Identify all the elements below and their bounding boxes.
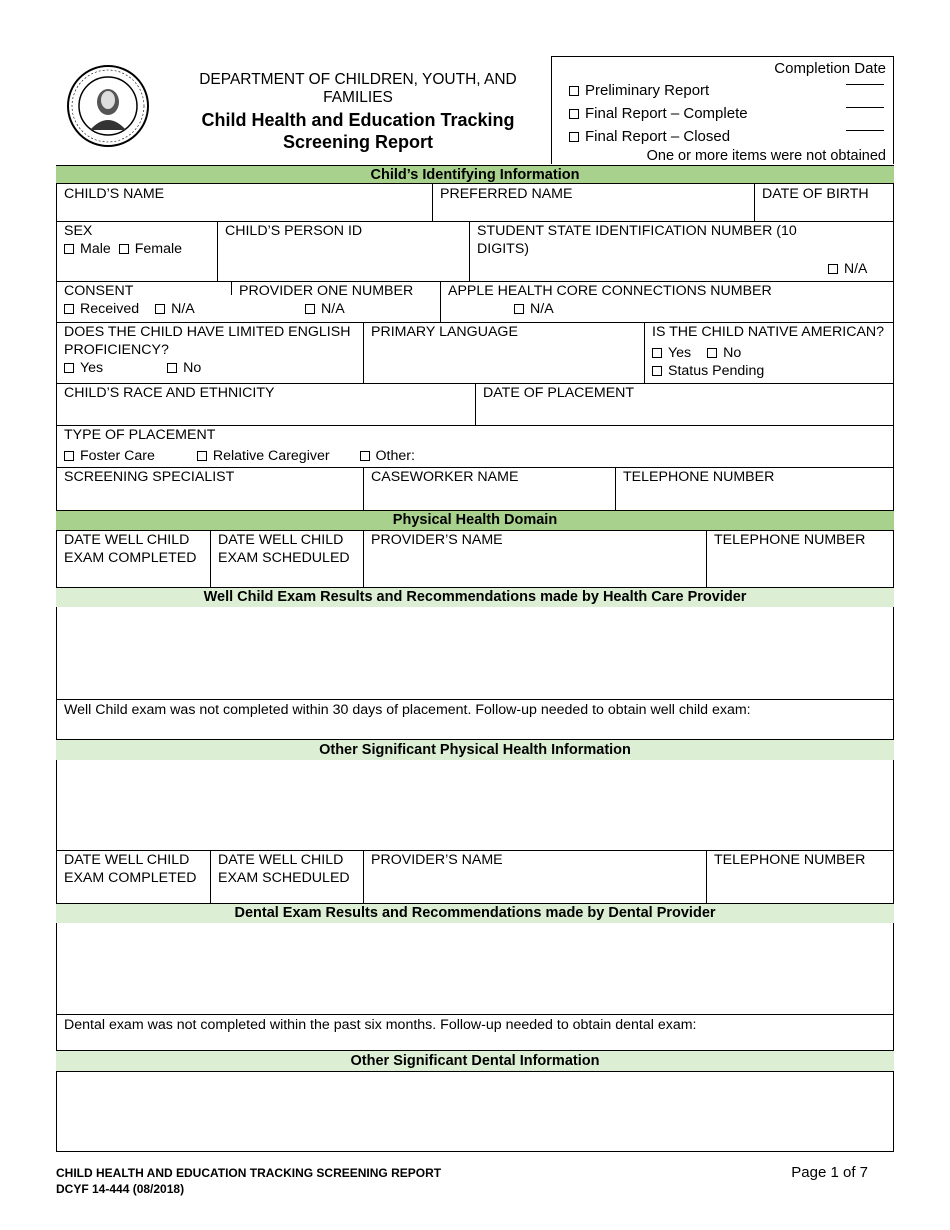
male-checkbox[interactable] [64,244,74,254]
dental-telephone-field[interactable]: TELEPHONE NUMBER [714,852,866,868]
form-title: Child Health and Education Tracking Screening Report [201,110,515,152]
consent-received-checkbox[interactable] [64,304,74,314]
preferred-name-field[interactable]: PREFERRED NAME [440,186,573,202]
female-checkbox[interactable] [119,244,129,254]
physical-health-heading: Physical Health Domain [56,511,894,530]
dental-exam-completed-field[interactable]: DATE WELL CHILD EXAM COMPLETED [64,852,197,886]
date-of-placement-field[interactable]: DATE OF PLACEMENT [483,385,635,401]
not-obtained-note: One or more items were not obtained [646,148,886,164]
department-name: DEPARTMENT OF CHILDREN, YOUTH, AND FAMILIES [199,71,517,106]
lep-field: DOES THE CHILD HAVE LIMITED ENGLISH PROFICIENCY? Yes No [64,324,351,376]
identifying-info-heading: Child’s Identifying Information [56,166,894,184]
ssid-na-checkbox[interactable] [828,264,838,274]
other-physical-heading: Other Significant Physical Health Information [56,740,894,760]
other-physical-area[interactable] [57,760,893,849]
provider-one-field[interactable]: PROVIDER ONE NUMBER N/A [239,283,414,317]
lep-yes-checkbox[interactable] [64,363,74,373]
well-child-results-area[interactable] [57,608,893,699]
physical-telephone-field[interactable]: TELEPHONE NUMBER [714,532,866,548]
foster-care-checkbox[interactable] [64,451,74,461]
other-dental-heading: Other Significant Dental Information [56,1051,894,1071]
sex-field: SEX Male Female [64,223,183,257]
final-complete-checkbox[interactable] [569,109,579,119]
consent-na-checkbox[interactable] [155,304,165,314]
dental-results-heading: Dental Exam Results and Recommendations made by Dental Provider [56,904,894,923]
final-complete-date-line[interactable] [846,107,884,108]
dental-followup-note[interactable]: Dental exam was not completed within the past six months. Follow-up needed to obtain dental exam: [64,1017,697,1033]
primary-language-field[interactable]: PRIMARY LANGUAGE [371,324,518,340]
ssid-field[interactable]: STUDENT STATE IDENTIFICATION NUMBER (10 DIGITS) [477,223,797,257]
race-ethnicity-field[interactable]: CHILD’S RACE AND ETHNICITY [64,385,275,401]
type-of-placement-field: TYPE OF PLACEMENT Foster Care Relative Caregiver Other: [64,427,415,464]
well-child-scheduled-field[interactable]: DATE WELL CHILD EXAM SCHEDULED [218,532,350,566]
final-closed-option[interactable]: Final Report – Closed [569,128,730,145]
other-placement-checkbox[interactable] [360,451,370,461]
native-yes-checkbox[interactable] [652,348,662,358]
state-seal [66,64,150,148]
footer-form-title: CHILD HEALTH AND EDUCATION TRACKING SCREENING REPORT [56,1166,442,1180]
consent-field: CONSENT Received N/A [64,283,195,317]
relative-caregiver-checkbox[interactable] [197,451,207,461]
apple-health-na-checkbox[interactable] [514,304,524,314]
final-closed-checkbox[interactable] [569,132,579,142]
provider-one-na-checkbox[interactable] [305,304,315,314]
caseworker-name-field[interactable]: CASEWORKER NAME [371,469,519,485]
ssid-na-option[interactable]: N/A [828,260,867,276]
lep-no-checkbox[interactable] [167,363,177,373]
dental-results-area[interactable] [57,923,893,1014]
dental-provider-name-field[interactable]: PROVIDER’S NAME [371,852,503,868]
screening-specialist-field[interactable]: SCREENING SPECIALIST [64,469,235,485]
final-closed-date-line[interactable] [846,130,884,131]
date-of-birth-field[interactable]: DATE OF BIRTH [762,186,869,202]
final-complete-option[interactable]: Final Report – Complete [569,105,748,122]
apple-health-field[interactable]: APPLE HEALTH CORE CONNECTIONS NUMBER N/A [448,283,772,317]
childs-name-field[interactable]: CHILD’S NAME [64,186,165,202]
well-child-followup-note[interactable]: Well Child exam was not completed within 30 days of placement. Follow-up needed to obtain well child exam: [64,702,751,718]
person-id-field[interactable]: CHILD’S PERSON ID [225,223,363,239]
preliminary-date-line[interactable] [846,84,884,85]
well-child-results-heading: Well Child Exam Results and Recommendations made by Health Care Provider [56,588,894,607]
native-american-field: IS THE CHILD NATIVE AMERICAN? Yes No Status Pending [652,324,885,379]
dental-exam-scheduled-field[interactable]: DATE WELL CHILD EXAM SCHEDULED [218,852,350,886]
physical-provider-name-field[interactable]: PROVIDER’S NAME [371,532,503,548]
page-number: Page 1 of 7 [791,1164,868,1181]
preliminary-checkbox[interactable] [569,86,579,96]
well-child-completed-field[interactable]: DATE WELL CHILD EXAM COMPLETED [64,532,197,566]
native-pending-checkbox[interactable] [652,366,662,376]
other-dental-area[interactable] [57,1072,893,1151]
completion-date-label: Completion Date [774,60,886,77]
native-no-checkbox[interactable] [707,348,717,358]
preliminary-report-option[interactable]: Preliminary Report [569,82,709,99]
footer-form-number: DCYF 14-444 (08/2018) [56,1182,185,1196]
caseworker-telephone-field[interactable]: TELEPHONE NUMBER [623,469,775,485]
